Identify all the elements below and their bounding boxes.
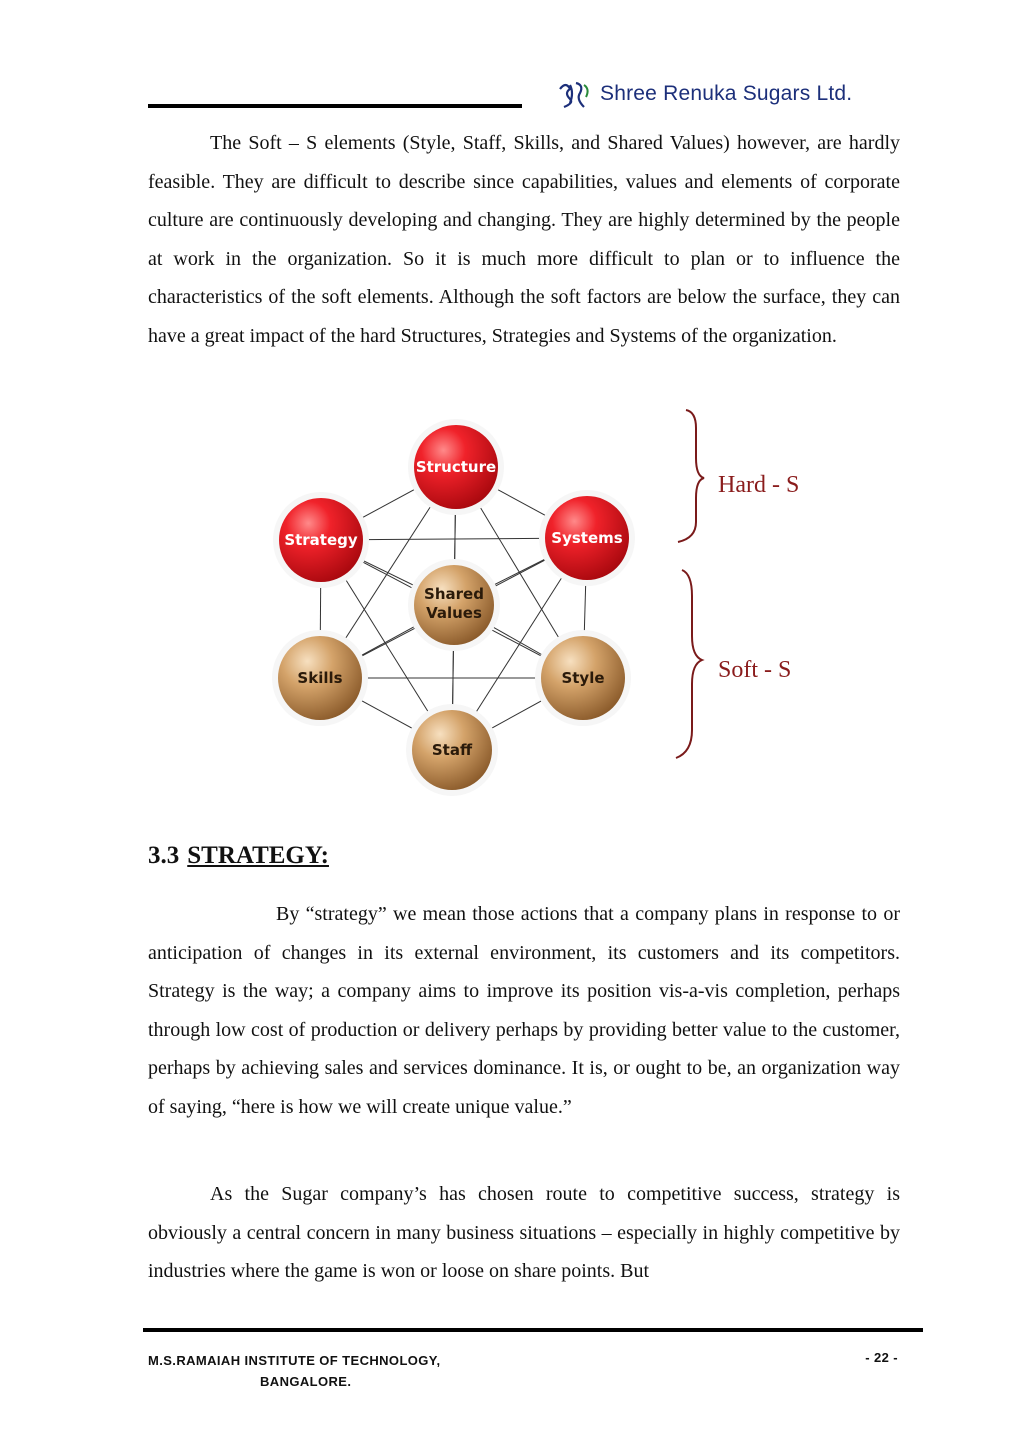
section-heading xyxy=(148,842,329,870)
node-systems xyxy=(539,490,635,586)
soft-s-paragraph-text: The Soft – S elements (Style, Staff, Skills, and Shared Values) however, are hardly feasible. They are difficult to describe since capabilities, values and elements of corporate culture are continuously developing and changing. They are highly determined by the people at work in the organization. So it is much more difficult to plan or to influence the characteristics of the soft elements. Although the soft factors are below the surface, they can have a great impact of the hard Structures, Strategies and Systems of the organization. xyxy=(148,132,900,347)
node-strategy-label: Strategy xyxy=(284,531,358,549)
node-systems-label: Systems xyxy=(551,529,623,547)
section-title: STRATEGY: xyxy=(187,842,329,869)
hard-s-bracket xyxy=(678,410,704,542)
soft-s-label: Soft - S xyxy=(718,657,792,683)
sugar-paragraph-text: As the Sugar company’s has chosen route to competitive success, strategy is obviously a central concern in many business situations – especially in highly competitive by industries where the game is won or loose on share points. But xyxy=(148,1183,900,1283)
node-shared-values-label-line1: Shared xyxy=(424,585,484,603)
node-staff-label: Staff xyxy=(431,741,473,759)
node-structure-label: Structure xyxy=(415,458,497,476)
node-skills-label: Skills xyxy=(297,669,343,687)
node-shared-values-label-line2: Values xyxy=(426,604,482,622)
page-number: - 22 - xyxy=(865,1350,898,1365)
node-structure xyxy=(408,419,504,515)
footer-rule xyxy=(143,1328,923,1332)
node-style xyxy=(535,630,631,726)
strategy-paragraph xyxy=(148,895,900,1127)
sugar-paragraph xyxy=(148,1175,900,1291)
node-shared-values xyxy=(408,559,500,651)
strategy-paragraph-text: By “strategy” we mean those actions that a company plans in response to or anticipation of changes in its external environment, its customers and its competitors. Strategy is the way; a company aims to improve its position vis-a-vis completion, perhaps through low cost of production or delivery perhaps by providing better value to the customer, perhaps by achieving sales and services dominance. It is, or ought to be, an organization way of saying, “here is how we will create unique value.” xyxy=(148,903,900,1118)
footer-institute-line2: BANGALORE. xyxy=(260,1374,352,1389)
footer-institute-line1: M.S.RAMAIAH INSTITUTE OF TECHNOLOGY, xyxy=(148,1353,441,1368)
hard-s-label: Hard - S xyxy=(718,472,800,498)
node-skills xyxy=(272,630,368,726)
node-staff xyxy=(406,704,498,796)
section-number: 3.3 xyxy=(148,842,180,869)
header-rule xyxy=(148,104,522,108)
shree-renuka-logo-icon xyxy=(556,79,592,109)
company-logo xyxy=(556,78,856,110)
seven-s-diagram xyxy=(270,400,840,810)
soft-s-paragraph xyxy=(148,124,900,356)
company-name: Shree Renuka Sugars Ltd. xyxy=(600,82,853,105)
node-style-label: Style xyxy=(561,669,605,687)
node-strategy xyxy=(273,492,369,588)
footer-institute xyxy=(148,1350,440,1392)
soft-s-bracket xyxy=(676,570,702,758)
